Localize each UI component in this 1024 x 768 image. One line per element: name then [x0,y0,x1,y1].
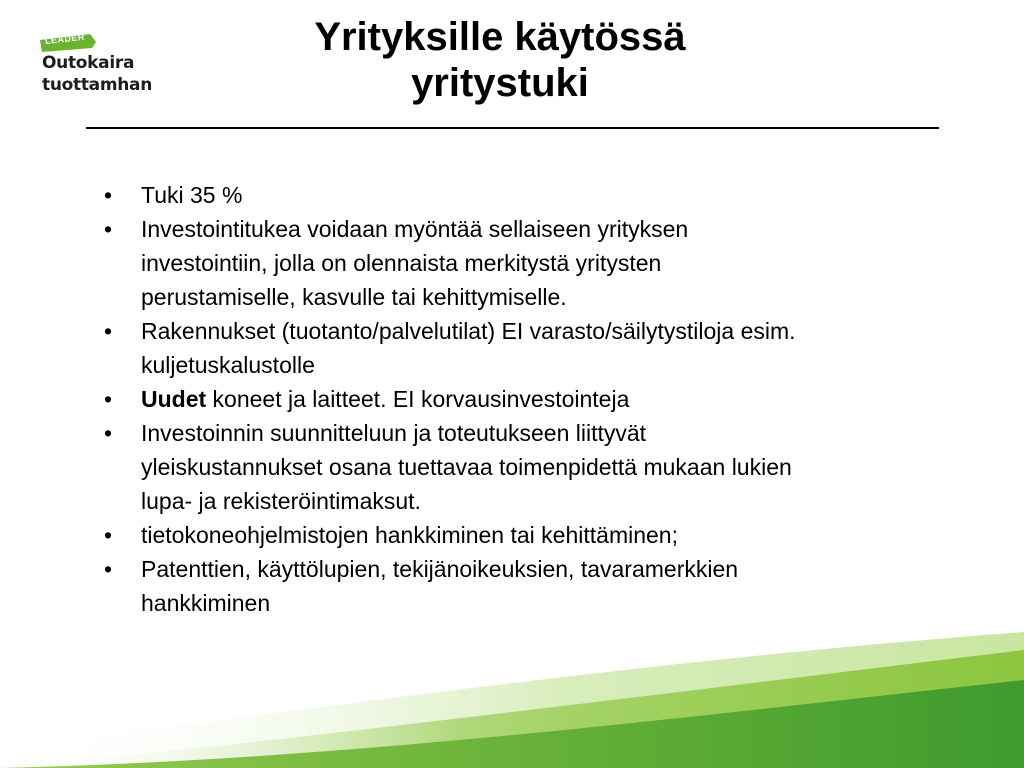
bullet-text: Rakennukset (tuotanto/palvelutilat) EI varasto/säilytystiloja esim. [141,318,796,344]
bullet-item [104,212,1004,314]
bullet-item [104,178,1004,212]
bullet-text: lupa- ja rekisteröintimaksut. [141,488,421,514]
slide-title-line-1: Yrityksille käytössä [314,15,686,59]
bullet-list [104,178,1004,620]
slide-title [200,14,800,106]
bullet-item [104,416,1004,518]
bullet-marker: • [104,318,113,344]
bullet-text: investointiin, jolla on olennaista merkitystä yritysten [141,250,662,276]
bullet-marker: • [104,182,113,208]
bullet-text: yleiskustannukset osana tuettavaa toimenpidettä mukaan lukien [141,454,792,480]
leader-tag-text: LEADER [44,31,86,46]
bullet-text: tietokoneohjelmistojen hankkiminen tai kehittäminen; [141,522,678,548]
bullet-item [104,314,1004,382]
bullet-marker: • [104,216,113,242]
bullet-text: kuljetuskalustolle [141,352,315,378]
bullet-rest-text: koneet ja laitteet. EI korvausinvestointeja [206,386,630,412]
bullet-bold-text: Uudet [141,386,207,412]
bullet-text: Patenttien, käyttölupien, tekijänoikeuksien, tavaramerkkien [141,556,739,582]
bullet-item [104,382,1004,416]
logo-line-1: Outokaira [42,53,135,73]
outokaira-leader-logo [40,31,170,104]
bullet-marker: • [104,386,113,412]
bullet-text: Investointitukea voidaan myöntää sellaiseen yrityksen [141,216,689,242]
logo-line-2: tuottamhan [42,75,153,95]
bullet-marker: • [104,522,113,548]
bullet-marker: • [104,556,113,582]
slide-title-line-2: yritystuki [411,61,589,105]
bullet-text: hankkiminen [141,590,271,616]
bullet-text: Tuki 35 % [141,182,243,208]
bullet-text: perustamiselle, kasvulle tai kehittymiselle. [141,284,567,310]
bullet-text: Investoinnin suunnitteluun ja toteutukseen liittyvät [141,420,647,446]
leader-tag [40,31,96,52]
bullet-item [104,518,1004,552]
bullet-text [141,382,1004,416]
bullet-marker: • [104,420,113,446]
title-underline [86,127,939,129]
green-swoosh-decoration [0,600,1024,768]
